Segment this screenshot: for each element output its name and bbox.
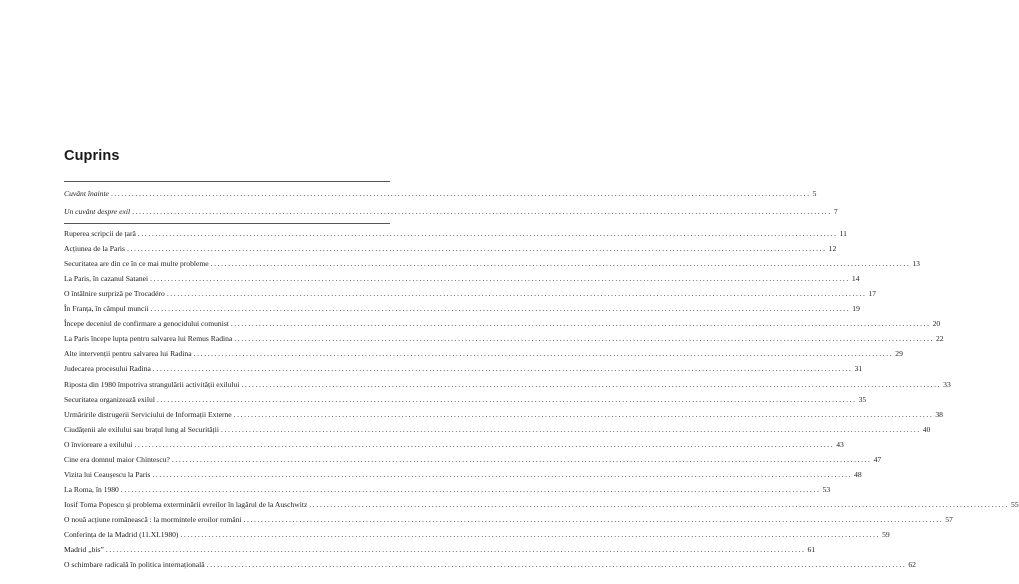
dot-leader: ........................................................................................................................................................................................................ xyxy=(166,289,867,299)
toc-entry-title: Conferința de la Madrid (11.XI.1980) xyxy=(64,530,179,539)
dot-leader: ........................................................................................................................................................................................................ xyxy=(150,304,851,314)
toc-entry-page: 53 xyxy=(822,484,831,494)
dot-leader: ........................................................................................................................................................................................................ xyxy=(110,189,811,198)
toc-entry-title: O învioreare a exilului xyxy=(64,439,133,449)
dot-leader: ........................................................................................................................................................................................................ xyxy=(171,454,872,464)
toc-entry-page: 29 xyxy=(895,349,903,359)
toc-entry xyxy=(64,228,847,240)
toc-entry-page: 14 xyxy=(851,274,860,284)
toc-entry xyxy=(64,379,951,391)
toc-entry xyxy=(64,363,863,375)
toc-entry-title: O nouă acțiune românească : la mormintele eroilor români xyxy=(64,514,242,524)
toc-entry xyxy=(64,348,903,360)
toc-entry xyxy=(64,484,831,496)
toc-entry-page: 11 xyxy=(839,229,847,238)
toc-entry-title: Un cuvânt despre exil xyxy=(64,206,131,216)
toc-entry-page: 31 xyxy=(854,364,863,374)
toc-entry xyxy=(64,499,1019,511)
dot-leader: ........................................................................................................................................................................................................ xyxy=(206,560,907,570)
dot-leader: ........................................................................................................................................................................................................ xyxy=(234,334,934,344)
toc-entry-title: Alte intervenții pentru salvarea lui Radina xyxy=(64,349,192,359)
toc-entry xyxy=(64,333,944,345)
dot-leader: ........................................................................................................................................................................................................ xyxy=(105,545,806,555)
toc-entry xyxy=(64,559,916,571)
toc-entry-title: Începe deceniul de confirmare a genocidului comunist xyxy=(64,319,229,329)
toc-entry xyxy=(64,469,862,481)
toc-entry xyxy=(64,273,860,285)
toc-entry xyxy=(64,514,953,526)
toc-entry xyxy=(64,394,867,406)
toc-entry-title: Vizita lui Ceaușescu la Paris xyxy=(64,469,151,479)
toc-entry-page: 13 xyxy=(912,259,920,269)
dot-leader: ........................................................................................................................................................................................................ xyxy=(150,274,850,284)
toc-entry-page: 57 xyxy=(945,514,953,524)
toc-entry-page: 38 xyxy=(935,409,943,419)
toc-entry-page: 19 xyxy=(852,304,860,314)
toc-entry-page: 61 xyxy=(807,545,816,555)
toc-entry xyxy=(64,206,838,218)
toc-entry-page: 48 xyxy=(854,469,862,479)
dot-leader: ........................................................................................................................................................................................................ xyxy=(309,499,1010,509)
toc-entry xyxy=(64,188,817,200)
toc-entry-title: Securitatea organizează exilul xyxy=(64,394,155,404)
toc-entry-page: 55 xyxy=(1011,499,1019,509)
toc-entry xyxy=(64,424,931,436)
toc-entry xyxy=(64,454,882,466)
dot-leader: ........................................................................................................................................................................................................ xyxy=(233,409,934,419)
toc-entry-page: 33 xyxy=(943,379,951,389)
toc-entry-page: 5 xyxy=(812,189,817,198)
dot-leader: ........................................................................................................................................................................................................ xyxy=(156,394,857,404)
toc-entry xyxy=(64,409,943,421)
toc-entry-title: În Franța, în câmpul muncii xyxy=(64,304,149,314)
dot-leader: ........................................................................................................................................................................................................ xyxy=(221,424,921,434)
toc-entry-title: O schimbare radicală în politica internațională xyxy=(64,560,205,570)
top-divider xyxy=(64,181,390,182)
toc-entry xyxy=(64,439,844,451)
toc-entry-title: La Paris începe lupta pentru salvarea lui Remus Radina xyxy=(64,334,233,344)
toc-entry xyxy=(64,544,816,556)
toc-entry-page: 47 xyxy=(873,454,882,464)
toc-entry xyxy=(64,288,877,300)
dot-leader: ........................................................................................................................................................................................................ xyxy=(180,530,881,539)
toc-entry-page: 43 xyxy=(836,439,844,449)
toc-entry-page: 40 xyxy=(922,424,931,434)
toc-entry-title: O întâlnire surpriză pe Trocadéro xyxy=(64,289,165,299)
dot-leader: ........................................................................................................................................................................................................ xyxy=(241,379,942,389)
dot-leader: ........................................................................................................................................................................................................ xyxy=(137,229,838,238)
toc-entry-title: Iosif Toma Popescu și problema exterminării evreilor în lagărul de la Auschwitz xyxy=(64,499,308,509)
toc-entry-title: Cine era domnul maior Chintescu? xyxy=(64,454,170,464)
toc-entry-page: 12 xyxy=(828,244,837,254)
section-divider xyxy=(64,223,390,224)
toc-entry xyxy=(64,243,837,255)
dot-leader: ........................................................................................................................................................................................................ xyxy=(126,244,827,254)
toc-entry-page: 20 xyxy=(932,319,941,329)
dot-leader: ........................................................................................................................................................................................................ xyxy=(152,469,853,479)
dot-leader: ........................................................................................................................................................................................................ xyxy=(210,259,911,269)
toc-entry-title: Ruperea scripcii de țară xyxy=(64,229,136,238)
toc-entry-title: La Paris, în cazanul Satanei xyxy=(64,274,149,284)
dot-leader: ........................................................................................................................................................................................................ xyxy=(230,319,931,329)
toc-entry-title: Acțiunea de la Paris xyxy=(64,244,125,254)
toc-entry-title: Judecarea procesului Radina xyxy=(64,364,151,374)
toc-entry xyxy=(64,529,890,541)
page-title: Cuprins xyxy=(64,148,120,164)
toc-entry-page: 22 xyxy=(935,334,944,344)
toc-entry-title: Ciudățenii ale exilului sau brațul lung al Securității xyxy=(64,424,220,434)
toc-entry-title: La Roma, în 1980 xyxy=(64,484,119,494)
toc-entry xyxy=(64,303,860,315)
toc-entry-page: 62 xyxy=(908,560,916,570)
dot-leader: ........................................................................................................................................................................................................ xyxy=(132,206,832,216)
toc-entry xyxy=(64,258,920,270)
toc-entry-title: Urmăririle distrugerii Serviciului de Informații Externe xyxy=(64,409,232,419)
toc-entry-page: 7 xyxy=(833,206,838,216)
toc-entry-title: Securitatea are din ce în ce mai multe probleme xyxy=(64,259,209,269)
dot-leader: ........................................................................................................................................................................................................ xyxy=(120,484,821,494)
toc-entry xyxy=(64,318,941,330)
toc-entry-page: 59 xyxy=(882,530,890,539)
toc-entry-page: 17 xyxy=(868,289,877,299)
toc-entry-title: Riposta din 1980 împotriva strangulării activității exilului xyxy=(64,379,240,389)
dot-leader: ........................................................................................................................................................................................................ xyxy=(134,439,835,449)
toc-entry-page: 35 xyxy=(858,394,867,404)
toc-entry-title: Cuvânt înainte xyxy=(64,189,109,198)
dot-leader: ........................................................................................................................................................................................................ xyxy=(193,349,894,359)
toc-entry-title: Madrid „bis” xyxy=(64,545,104,555)
dot-leader: ........................................................................................................................................................................................................ xyxy=(152,364,853,374)
dot-leader: ........................................................................................................................................................................................................ xyxy=(243,514,944,524)
